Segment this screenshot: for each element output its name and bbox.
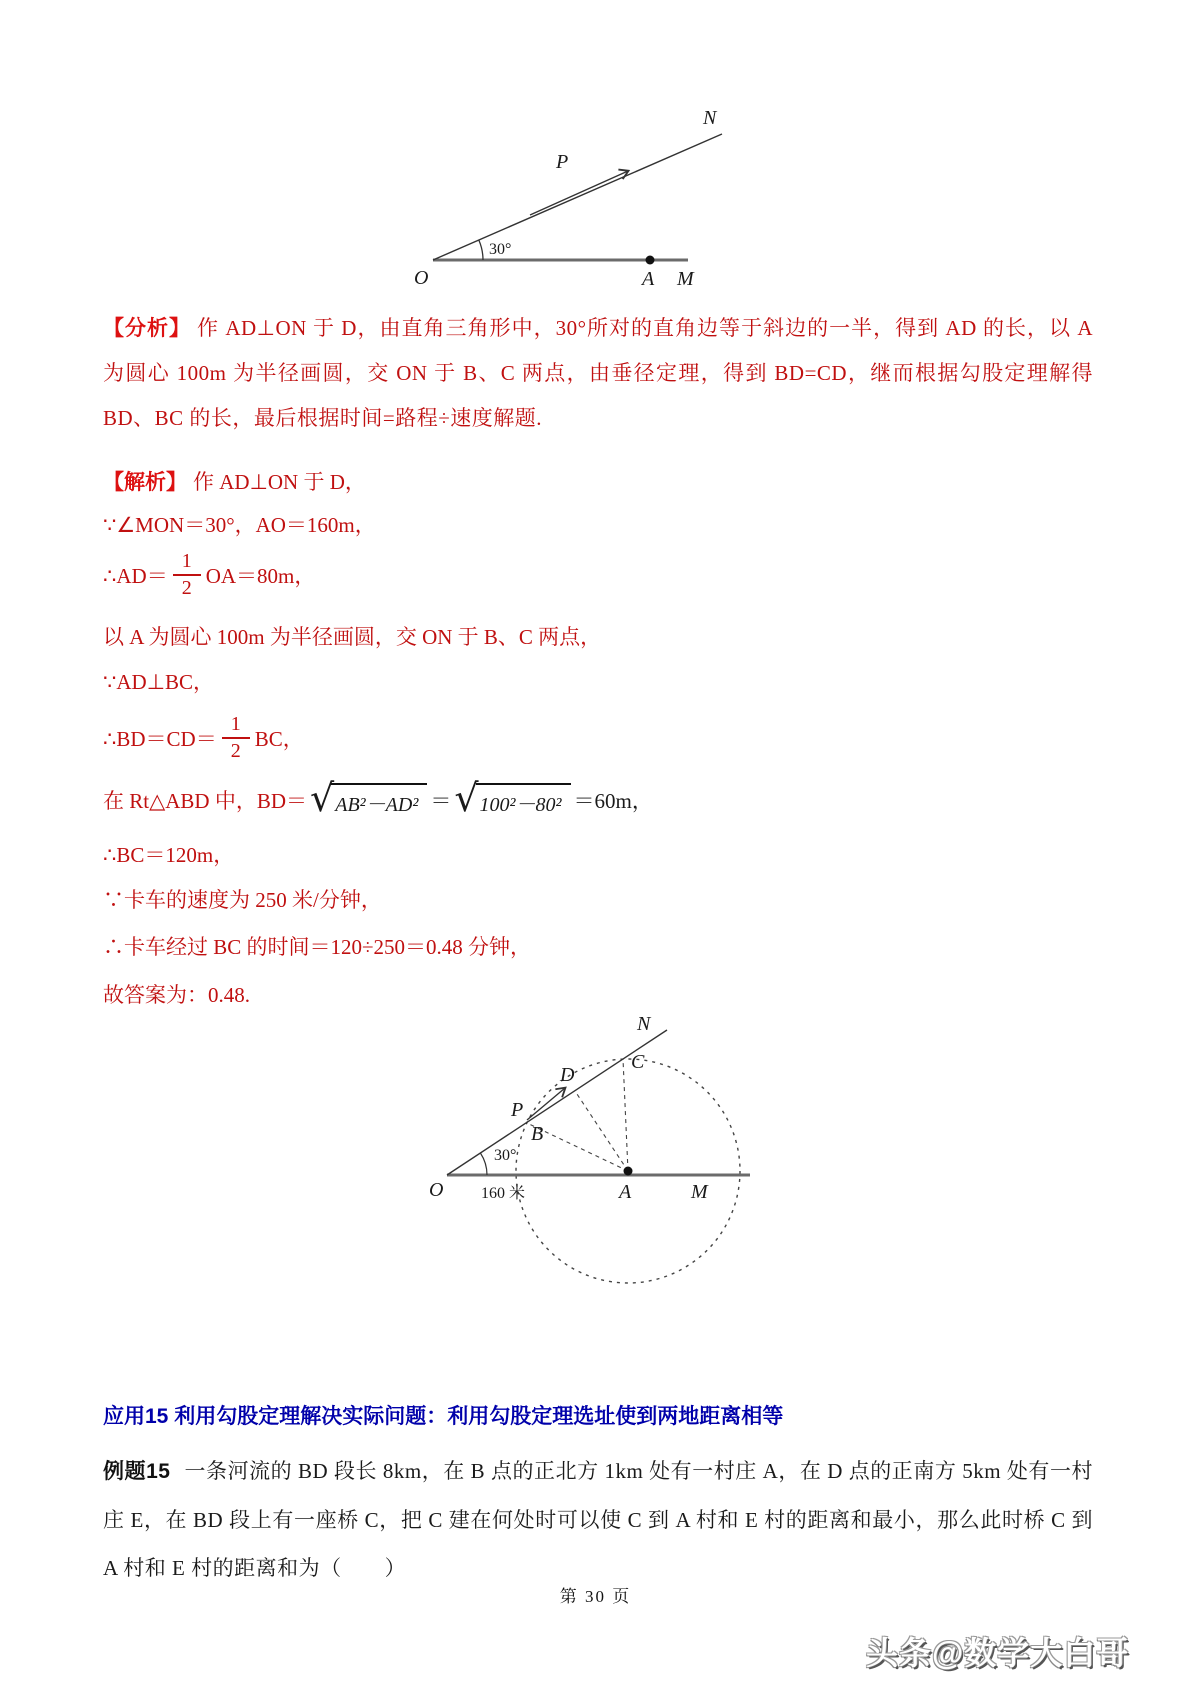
radical-icon: √: [454, 776, 479, 820]
fraction-one-half: [222, 713, 250, 763]
label-M: M: [691, 1181, 708, 1203]
solution-line-10-text: ∴卡车经过 BC 的时间＝120÷250＝0.48 分钟，: [103, 935, 532, 959]
solution-line-3: [103, 540, 315, 610]
solution-line-4: [103, 621, 601, 651]
direction-arrow-icon: [527, 1088, 565, 1120]
solution-line-11: [103, 979, 250, 1009]
solution-line-8-text: ∴BC＝120m，: [103, 843, 235, 867]
analysis-tag: 【分析】: [103, 317, 192, 340]
line6-suffix: BC，: [254, 727, 304, 751]
analysis-paragraph: [103, 306, 1093, 441]
page-number: [0, 1582, 1191, 1607]
line3-prefix: ∴AD＝: [103, 564, 168, 588]
solution-line-6: [103, 703, 304, 773]
diagram-circle-figure: [415, 948, 780, 1298]
line7-prefix: 在 Rt△ABD 中，BD＝: [103, 789, 308, 813]
solution-line-9: [103, 884, 382, 914]
angle-arc: [480, 1153, 487, 1175]
watermark: [866, 1628, 1129, 1674]
fraction-numerator: 1: [222, 713, 250, 739]
solution-line-1: [103, 466, 366, 496]
example-text: 一条河流的 BD 段长 8km，在 B 点的正北方 1km 处有一村庄 A，在 D 点的正南方 5km 处有一村庄 E，在 BD 段上有一座桥 C，把 C 建在何处时可以使 C 到 A 村和 E 村的距离和最小，那么此时桥 C 到 A 村和 E 村的距离和为（ ）: [103, 1459, 1093, 1580]
point-A-dot: [646, 256, 655, 265]
diagram-angle-figure: [388, 88, 740, 300]
solution-tag: 【解析】: [103, 471, 187, 494]
ray-ON: [433, 134, 722, 260]
point-A-dot: [624, 1167, 633, 1176]
label-distance-160m: 160 米: [481, 1185, 526, 1202]
label-P: P: [556, 151, 569, 173]
label-P: P: [511, 1099, 524, 1121]
label-O: O: [414, 267, 429, 289]
solution-line-1-text: 作 AD⊥ON 于 D，: [193, 470, 366, 494]
example-paragraph: [103, 1447, 1093, 1592]
solution-line-9-text: ∵卡车的速度为 250 米/分钟，: [103, 888, 382, 912]
dashed-segment-AC: [623, 1059, 628, 1171]
sqrt-expression: [454, 776, 570, 820]
line7-result: ＝60m，: [573, 789, 653, 813]
direction-arrow-icon: [530, 171, 628, 215]
dashed-segment-AD: [575, 1091, 628, 1171]
label-angle-30: 30°: [494, 1147, 517, 1164]
radical-icon: √: [310, 776, 335, 820]
label-M: M: [677, 268, 694, 290]
sqrt-expression: [310, 776, 427, 820]
page-number-text: 第 30 页: [559, 1587, 632, 1606]
section-heading: [103, 1400, 1093, 1430]
label-A: A: [642, 268, 655, 290]
label-O: O: [429, 1179, 444, 1201]
solution-line-4-text: 以 A 为圆心 100m 为半径画圆，交 ON 于 B、C 两点，: [103, 625, 602, 649]
sqrt-body-numbers: 100²－80²: [476, 783, 571, 817]
label-N: N: [637, 1013, 651, 1035]
label-N: N: [703, 107, 717, 129]
angle-arc: [479, 240, 483, 260]
label-D: D: [560, 1064, 575, 1086]
fraction-denominator: 2: [181, 577, 192, 599]
fraction-denominator: 2: [230, 740, 241, 762]
label-B: B: [531, 1123, 544, 1145]
fraction-numerator: 1: [173, 550, 201, 576]
analysis-text: 作 AD⊥ON 于 D，由直角三角形中，30°所对的直角边等于斜边的一半，得到 AD 的长，以 A 为圆心 100m 为半径画圆，交 ON 于 B、C 两点，由垂径定理，得到 BD=CD，继而根据勾股定理解得 BD、BC 的长，最后根据时间=路程÷速度解题.: [103, 316, 1093, 430]
solution-line-2-text: ∵∠MON＝30°，AO＝160m，: [103, 513, 376, 537]
line3-suffix: OA＝80m，: [205, 564, 316, 588]
example-tag: 例题15: [103, 1460, 171, 1483]
solution-answer: 故答案为：0.48.: [103, 983, 250, 1007]
solution-line-5: [103, 666, 214, 696]
label-A: A: [619, 1181, 632, 1203]
solution-line-7: [103, 778, 653, 822]
section-heading-text: 应用15 利用勾股定理解决实际问题：利用勾股定理选址使到两地距离相等: [103, 1405, 784, 1428]
label-C: C: [631, 1051, 645, 1073]
watermark-text: 头条@数学大白哥: [866, 1635, 1130, 1671]
equals-sign: ＝: [430, 789, 452, 813]
solution-line-2: [103, 509, 376, 539]
sqrt-body-symbols: AB²－AD²: [331, 783, 427, 817]
line6-prefix: ∴BD＝CD＝: [103, 727, 217, 751]
solution-line-5-text: ∵AD⊥BC，: [103, 670, 214, 694]
label-angle-30: 30°: [489, 241, 512, 258]
fraction-one-half: [173, 550, 201, 600]
solution-line-8: [103, 839, 234, 869]
